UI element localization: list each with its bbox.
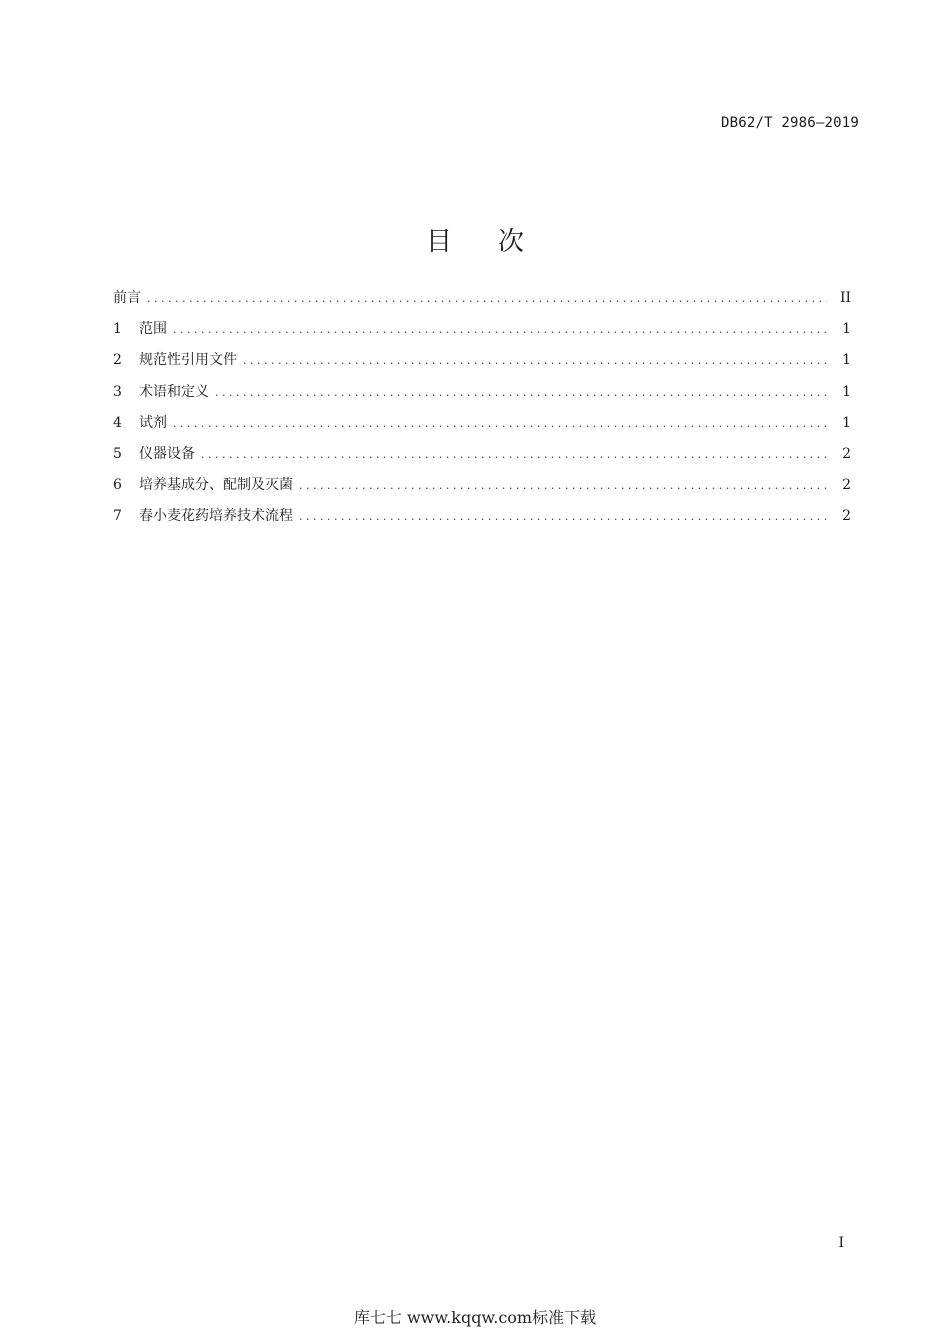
standard-code: DB62/T 2986—2019 bbox=[720, 115, 859, 131]
toc-entry-terms[interactable] bbox=[113, 381, 851, 412]
toc-leader-dots bbox=[173, 413, 827, 435]
toc-leader-dots bbox=[201, 444, 827, 466]
toc-entry-foreword[interactable] bbox=[113, 287, 851, 318]
toc-entry-page: 2 bbox=[842, 508, 851, 525]
toc-entry-equipment[interactable] bbox=[113, 443, 851, 474]
toc-entry-page: II bbox=[839, 290, 851, 306]
toc-title bbox=[0, 221, 950, 258]
toc-title-char-2: 次 bbox=[498, 227, 525, 258]
toc-entry-label[interactable]: 培养基成分、配制及灭菌 bbox=[139, 477, 293, 494]
toc-entry-procedure[interactable] bbox=[113, 505, 851, 536]
toc-leader-dots bbox=[243, 350, 827, 372]
toc-leader-dots bbox=[299, 475, 827, 497]
toc-entry-label[interactable]: 术语和定义 bbox=[139, 383, 209, 400]
toc-entry-number: 3 bbox=[113, 383, 122, 400]
toc-entry-normative-references[interactable] bbox=[113, 349, 851, 380]
toc-entry-number: 7 bbox=[113, 508, 122, 525]
toc-entry-label[interactable]: 范围 bbox=[139, 321, 167, 338]
toc-title-char-1: 目 bbox=[425, 227, 452, 258]
toc-entry-number: 6 bbox=[113, 477, 122, 494]
toc-entry-medium[interactable] bbox=[113, 474, 851, 505]
toc-entry-number: 2 bbox=[113, 352, 122, 369]
toc-leader-dots bbox=[173, 319, 827, 341]
toc-entry-number: 5 bbox=[113, 445, 122, 462]
toc-entry-label[interactable]: 仪器设备 bbox=[139, 445, 195, 462]
toc-entry-label[interactable]: 试剂 bbox=[139, 414, 167, 431]
toc-entry-scope[interactable] bbox=[113, 318, 851, 349]
toc-list bbox=[113, 287, 851, 537]
toc-entry-reagents[interactable] bbox=[113, 412, 851, 443]
footer-watermark-text: 库七七 www.kqqw.com标准下载 bbox=[353, 1308, 597, 1327]
toc-entry-label[interactable]: 前言 bbox=[113, 290, 141, 306]
toc-entry-label[interactable]: 春小麦花药培养技术流程 bbox=[139, 508, 293, 525]
toc-entry-number: 4 bbox=[113, 414, 122, 431]
toc-leader-dots bbox=[299, 506, 827, 528]
toc-leader-dots bbox=[147, 288, 827, 310]
toc-entry-page: 1 bbox=[842, 321, 851, 338]
toc-entry-page: 1 bbox=[842, 383, 851, 400]
toc-entry-number: 1 bbox=[113, 321, 122, 338]
toc-entry-page: 2 bbox=[842, 477, 851, 494]
toc-entry-page: 1 bbox=[842, 352, 851, 369]
toc-leader-dots bbox=[215, 382, 827, 404]
page-number: I bbox=[838, 1235, 844, 1251]
toc-entry-page: 2 bbox=[842, 445, 851, 462]
toc-entry-page: 1 bbox=[842, 414, 851, 431]
toc-entry-label[interactable]: 规范性引用文件 bbox=[139, 352, 237, 369]
